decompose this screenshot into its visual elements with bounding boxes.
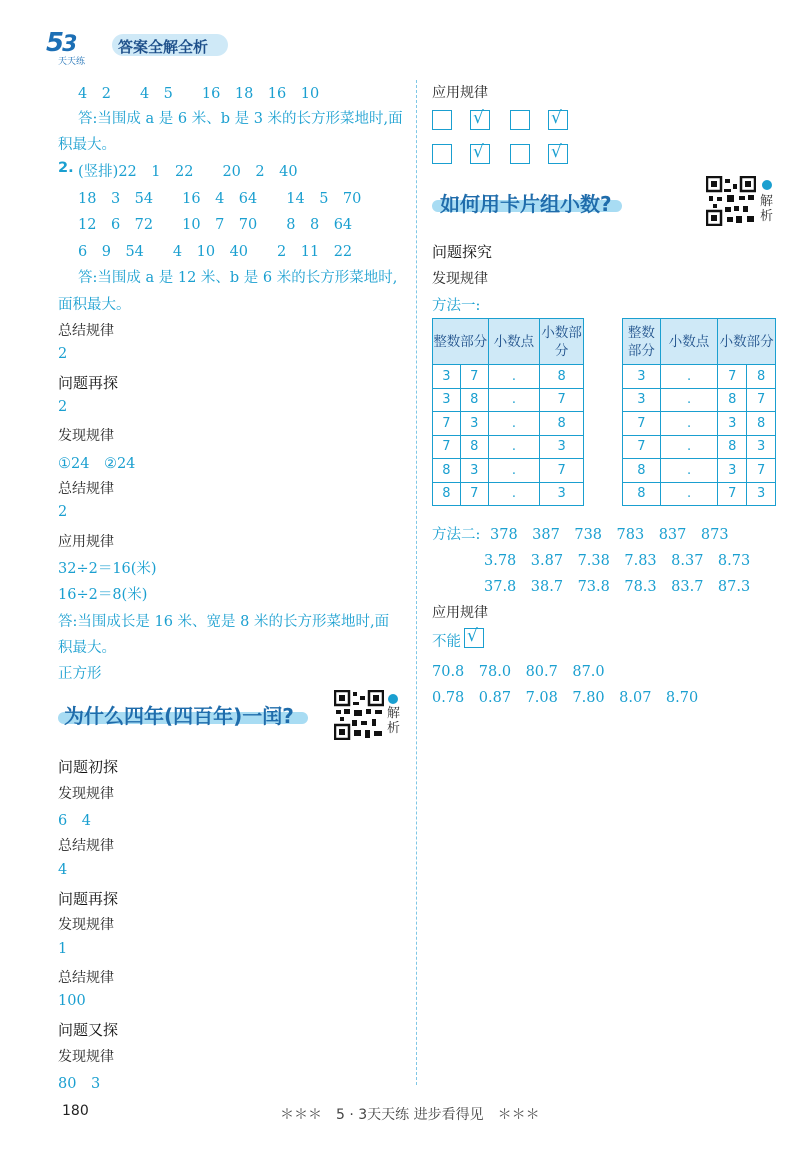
section-label: 总结规律 (58, 970, 114, 986)
checkbox[interactable] (470, 144, 490, 164)
qr-code-icon[interactable] (706, 176, 756, 226)
table-cell: 7 (623, 412, 661, 436)
answer-line: 100 (58, 993, 86, 1009)
checkbox[interactable] (432, 144, 452, 164)
section-label: 总结规律 (58, 481, 114, 497)
answer-line: 答:当围成长是 16 米、宽是 8 米的长方形菜地时,面 (58, 614, 390, 630)
column-divider (416, 80, 417, 1085)
table-cell: . (660, 388, 718, 412)
table-cell: 8 (747, 365, 776, 389)
table-cell: . (660, 365, 718, 389)
check-icon: √ (551, 108, 562, 128)
play-icon (388, 694, 398, 704)
table-cell: 3 (747, 435, 776, 459)
table-row (433, 482, 584, 506)
section-label: 发现规律 (58, 1049, 114, 1065)
table-cell: 7 (747, 459, 776, 483)
page-number: 180 (62, 1103, 89, 1119)
table-cell: 3 (540, 482, 584, 506)
answer-line: 4 2 4 5 16 18 16 10 (78, 86, 320, 102)
table-cell: . (488, 459, 540, 483)
checkbox[interactable] (548, 144, 568, 164)
table-cell: . (488, 365, 540, 389)
table-cell: 7 (718, 482, 747, 506)
table-row (623, 412, 776, 436)
qr-caption: 解析 (760, 194, 774, 224)
table-cell: 8 (460, 388, 488, 412)
play-icon (762, 180, 772, 190)
table-cell: 8 (623, 482, 661, 506)
table-row (433, 365, 584, 389)
answer-line: (竖排)22 1 22 20 2 40 (78, 164, 298, 180)
answer-line: 答:当围成 a 是 12 米、b 是 6 米的长方形菜地时, (78, 270, 398, 286)
answer-line: 6 9 54 4 10 40 2 11 22 (78, 244, 353, 260)
table-row (623, 388, 776, 412)
checkbox[interactable] (464, 628, 484, 648)
table-cell: 3 (718, 412, 747, 436)
answer-line: 3.78 3.87 7.38 7.83 8.37 8.73 (484, 553, 751, 569)
check-icon: √ (467, 626, 478, 646)
checkbox[interactable] (510, 144, 530, 164)
table-cell: . (660, 412, 718, 436)
table-row (623, 365, 776, 389)
table-cell: 8 (540, 365, 584, 389)
section-label: 发现规律 (432, 271, 488, 287)
section-heading: 问题初探 (58, 758, 119, 776)
answer-line: 32÷2＝16(米) (58, 561, 157, 577)
checkbox[interactable] (470, 110, 490, 130)
answer-line: 4 (58, 862, 68, 878)
section-label: 总结规律 (58, 323, 114, 339)
section-label: 发现规律 (58, 428, 114, 444)
table-cell: 3 (460, 459, 488, 483)
header-decimal-point: 小数点 (660, 319, 718, 365)
qr-code-icon[interactable] (334, 690, 384, 740)
table-cell: 7 (433, 435, 461, 459)
section-label: 发现规律 (58, 786, 114, 802)
page-header-title: 答案全解全析 (118, 38, 209, 56)
header-decimal-part: 小数部分 (718, 319, 776, 365)
brand-logo-sub: 天天练 (58, 57, 86, 67)
section-heading: 问题探究 (432, 243, 493, 261)
table-cell: 8 (433, 459, 461, 483)
table-cell: 3 (623, 365, 661, 389)
table-cell: 3 (623, 388, 661, 412)
section-label: 应用规律 (432, 605, 488, 621)
table-cell: . (660, 435, 718, 459)
answer-line: 积最大。 (58, 137, 116, 153)
section-heading: 问题再探 (58, 890, 119, 908)
answer-line: 0.78 0.87 7.08 7.80 8.07 8.70 (432, 690, 699, 706)
answer-line: 37.8 38.7 73.8 78.3 83.7 87.3 (484, 579, 751, 595)
answer-line: 70.8 78.0 80.7 87.0 (432, 664, 605, 680)
table-cell: . (488, 412, 540, 436)
brand-logo: 53 (46, 28, 76, 58)
check-icon: √ (551, 142, 562, 162)
section-heading: 问题再探 (58, 374, 119, 392)
answer-line: 80 3 (58, 1076, 101, 1092)
table-row (623, 459, 776, 483)
table-cell: . (660, 482, 718, 506)
table-cell: 3 (433, 388, 461, 412)
answer-line: 不能 (432, 634, 461, 650)
table-cell: 8 (433, 482, 461, 506)
answer-line: 18 3 54 16 4 64 14 5 70 (78, 191, 362, 207)
table-cell: 7 (718, 365, 747, 389)
checkbox[interactable] (432, 110, 452, 130)
header-integer-part: 整数部分 (623, 319, 661, 365)
table-cell: 3 (718, 459, 747, 483)
table-row (433, 388, 584, 412)
section-heading: 问题又探 (58, 1021, 119, 1039)
section-label: 应用规律 (432, 85, 488, 101)
section-title: 如何用卡片组小数? (440, 192, 612, 216)
question-number: 2. (58, 160, 74, 176)
table-cell: 3 (747, 482, 776, 506)
method-label: 方法一: (432, 298, 481, 314)
table-cell: 7 (747, 388, 776, 412)
table-cell: . (488, 388, 540, 412)
check-icon: √ (473, 142, 484, 162)
answer-line: 6 4 (58, 813, 91, 829)
answer-line: 1 (58, 941, 68, 957)
checkbox[interactable] (510, 110, 530, 130)
footer-slogan: ＊＊＊ 5 · 3天天练 进步看得见 ＊＊＊ (280, 1107, 540, 1123)
answer-line: 面积最大。 (58, 297, 131, 313)
table-cell: 8 (460, 435, 488, 459)
qr-caption: 解析 (387, 706, 401, 736)
card-table-1 (432, 318, 584, 506)
answer-line: 2 (58, 346, 68, 362)
card-table-2 (622, 318, 776, 506)
header-decimal-point: 小数点 (488, 319, 540, 365)
answer-line: 12 6 72 10 7 70 8 8 64 (78, 217, 353, 233)
section-label: 总结规律 (58, 838, 114, 854)
answer-line: 积最大。 (58, 640, 116, 656)
method-label: 方法二: (432, 527, 481, 543)
section-label: 发现规律 (58, 917, 114, 933)
answer-line: 2 (58, 504, 68, 520)
table-cell: 8 (718, 388, 747, 412)
answer-line: ①24 ②24 (58, 456, 136, 472)
header-integer-part: 整数部分 (433, 319, 489, 365)
answer-line: 答:当围成 a 是 6 米、b 是 3 米的长方形菜地时,面 (78, 111, 403, 127)
answer-line: 16÷2＝8(米) (58, 587, 148, 603)
table-cell: 3 (460, 412, 488, 436)
table-cell: 7 (540, 388, 584, 412)
table-cell: 7 (540, 459, 584, 483)
table-cell: . (660, 459, 718, 483)
table-cell: 7 (623, 435, 661, 459)
table-row (623, 435, 776, 459)
answer-line: 378 387 738 783 837 873 (490, 527, 729, 543)
table-cell: . (488, 435, 540, 459)
table-cell: 8 (623, 459, 661, 483)
table-cell: 7 (460, 482, 488, 506)
answer-line: 2 (58, 399, 68, 415)
checkbox[interactable] (548, 110, 568, 130)
table-cell: 8 (718, 435, 747, 459)
table-row (433, 412, 584, 436)
answer-line: 正方形 (58, 666, 102, 682)
table-cell: 8 (540, 412, 584, 436)
section-title: 为什么四年(四百年)一闰? (64, 704, 294, 728)
table-row (433, 459, 584, 483)
section-label: 应用规律 (58, 534, 114, 550)
check-icon: √ (473, 108, 484, 128)
table-cell: 8 (747, 412, 776, 436)
table-cell: 3 (540, 435, 584, 459)
table-cell: . (488, 482, 540, 506)
table-cell: 3 (433, 365, 461, 389)
table-cell: 7 (460, 365, 488, 389)
table-row (433, 435, 584, 459)
table-cell: 7 (433, 412, 461, 436)
header-decimal-part: 小数部分 (540, 319, 584, 365)
table-row (623, 482, 776, 506)
